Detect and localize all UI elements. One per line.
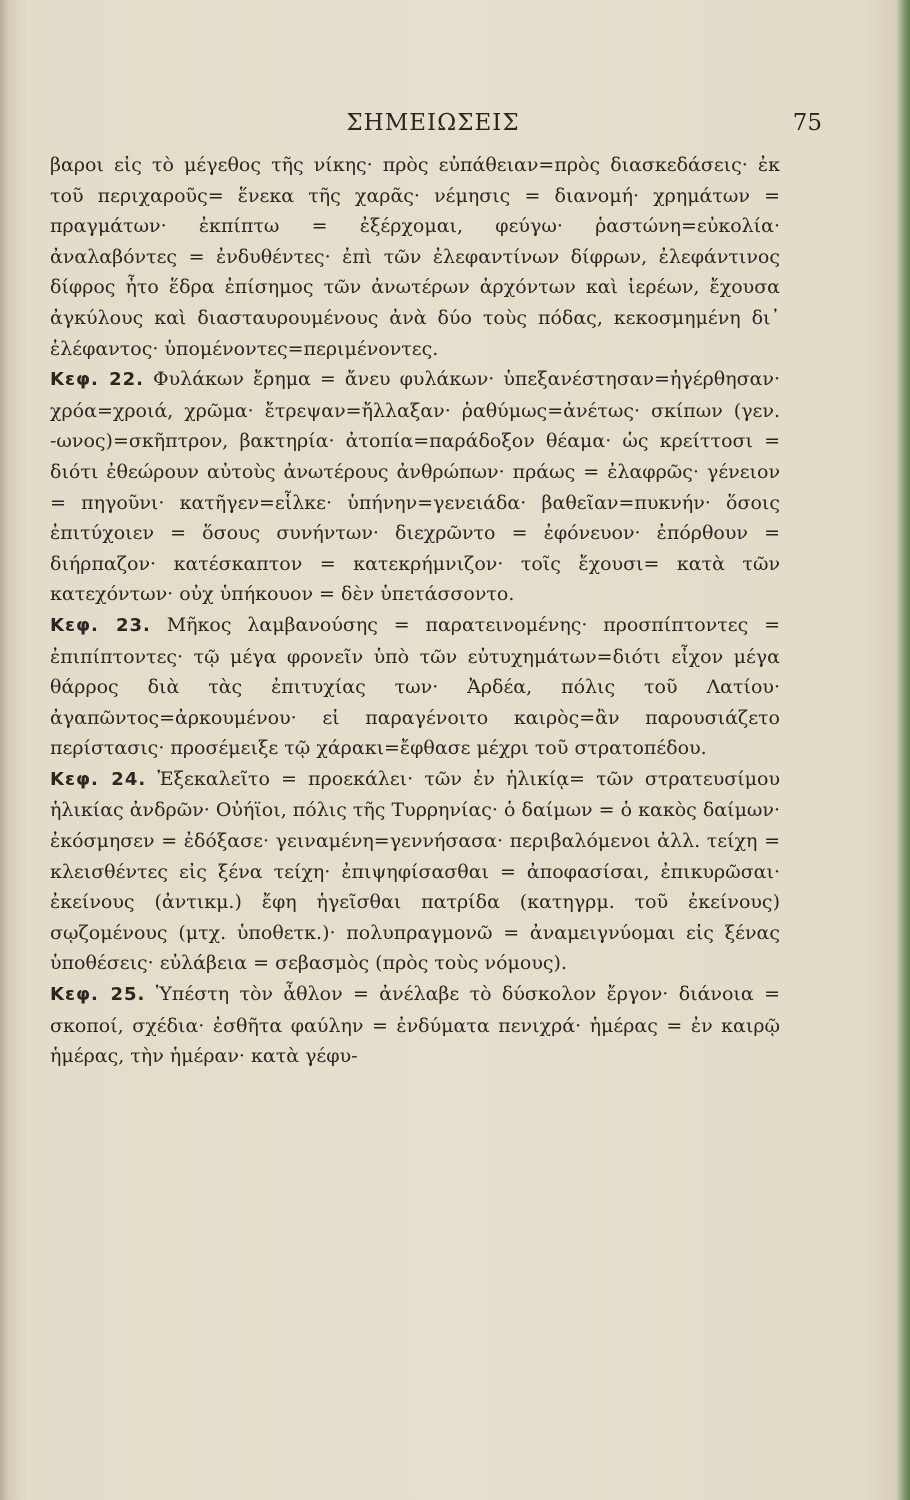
chapter-24-note (50, 764, 780, 979)
page-right-edge (896, 0, 910, 1500)
page-number: 75 (792, 110, 822, 136)
paragraph-text: Ἐξεκαλεῖτο = προεκάλει· τῶν ἐν ἡλικίᾳ= τῶν στρατευσίμου ἡλικίας ἀνδρῶν· Οὐήϊοι, πόλις τῆς Τυρρηνίας· ὁ δαίμων = ὁ κακὸς δαίμων· ἐκόσμησεν = ἐδόξασε· γειναμένη=γεννήσασα· περιβαλόμενοι ἀλλ. τείχη = κλεισθέντες εἰς ξένα τείχη· ἐπιψηφίσασθαι = ἀποφασίσαι, ἐπικυρῶσαι· ἐκείνους (ἀντικμ.) ἔφη ἡγεῖσθαι πατρίδα (κατηγρμ. τοῦ ἐκείνους) σῳζομένους (μτχ. ὑποθετκ.)· πολυπραγμονῶ = ἀναμειγνύομαι εἰς ξένας ὑποθέσεις· εὐλάβεια = σεβασμὸς (πρὸς τοὺς νόμους). (50, 767, 781, 975)
chapter-label: Κεφ. 24. (50, 768, 147, 790)
paragraph-text: Ὑπέστη τὸν ἆθλον = ἀνέλαβε τὸ δύσκολον ἔργον· διάνοια = σκοποί, σχέδια· ἐσθῆτα φαύλην = ἐνδύματα πενιχρά· ἡμέρας = ἐν καιρῷ ἡμέρας, τὴν ἡμέραν· κατὰ γέφυ- (50, 983, 780, 1068)
chapter-23-note (50, 610, 780, 764)
paragraph-text: βαροι εἰς τὸ μέγεθος τῆς νίκης· πρὸς εὐπάθειαν=πρὸς διασκεδάσεις· ἐκ τοῦ περιχαροῦς= ἕνεκα τῆς χαρᾶς· νέμησις = διανομή· χρημάτων = πραγμάτων· ἐκπίπτω = ἐξέρχομαι, φεύγω· ῥαστώνη=εὐκολία· ἀναλαβόντες = ἐνδυθέντες· ἐπὶ τῶν ἐλεφαντίνων δίφρων, ἐλεφάντινος δίφρος ἦτο ἕδρα ἐπίσημος τῶν ἀνωτέρων ἀρχόντων καὶ ἱερέων, ἔχουσα ἀγκύλους καὶ διασταυρουμένους ἀνὰ δύο τοὺς πόδας, κεκοσμημένη δι᾽ ἐλέφαντος· ὑπομένοντες=περιμένοντες. (50, 154, 780, 360)
running-title: ΣΗΜΕΙΩΣΕΙΣ (346, 110, 520, 136)
notes-body (50, 150, 780, 1072)
paragraph-continuation (50, 150, 780, 364)
chapter-22-note (50, 364, 780, 610)
chapter-label: Κεφ. 25. (50, 984, 146, 1006)
page-left-edge (0, 0, 10, 1500)
chapter-label: Κεφ. 22. (50, 369, 145, 391)
chapter-25-note (50, 979, 780, 1072)
chapter-label: Κεφ. 23. (50, 614, 151, 636)
paragraph-text: Μῆκος λαμβανούσης = παρατεινομένης· προσπίπτοντες = ἐπιπίπτοντες· τῷ μέγα φρονεῖν ὑπὸ τῶν εὐτυχημάτων=διότι εἶχον μέγα θάρρος διὰ τὰς ἐπιτυχίας των· Ἀρδέα, πόλις τοῦ Λατίου· ἀγαπῶντος=ἀρκουμένου· εἰ παραγένοιτο καιρὸς=ἂν παρουσιάζετο περίστασις· προσέμειξε τῷ χάρακι=ἔφθασε μέχρι τοῦ στρατοπέδου. (50, 613, 780, 760)
page-header (48, 110, 822, 150)
paragraph-text: Φυλάκων ἔρημα = ἄνευ φυλάκων· ὑπεξανέστησαν=ἠγέρθησαν· χρόα=χροιά, χρῶμα· ἔτρεψαν=ἤλλαξαν· ῥαθύμως=ἀνέτως· σκίπων (γεν. -ωνος)=σκῆπτρον, βακτηρία· ἀτοπία=παράδοξον θέαμα· ὡς κρείττοσι = διότι ἐθεώρουν αὐτοὺς ἀνωτέρους ἀνθρώπων· πράως = ἐλαφρῶς· γένειον = πηγοῦνι· κατῆγεν=εἷλκε· ὑπήνην=γενειάδα· βαθεῖαν=πυκνήν· ὅσοις ἐπιτύχοιεν = ὅσους συνήντων· διεχρῶντο = ἐφόνευον· ἐπόρθουν = διήρπαζον· κατέσκαπτον = κατεκρήμνιζον· τοῖς ἔχουσι= κατὰ τῶν κατεχόντων· οὐχ ὑπήκουον = δὲν ὑπετάσσοντο. (50, 368, 780, 606)
